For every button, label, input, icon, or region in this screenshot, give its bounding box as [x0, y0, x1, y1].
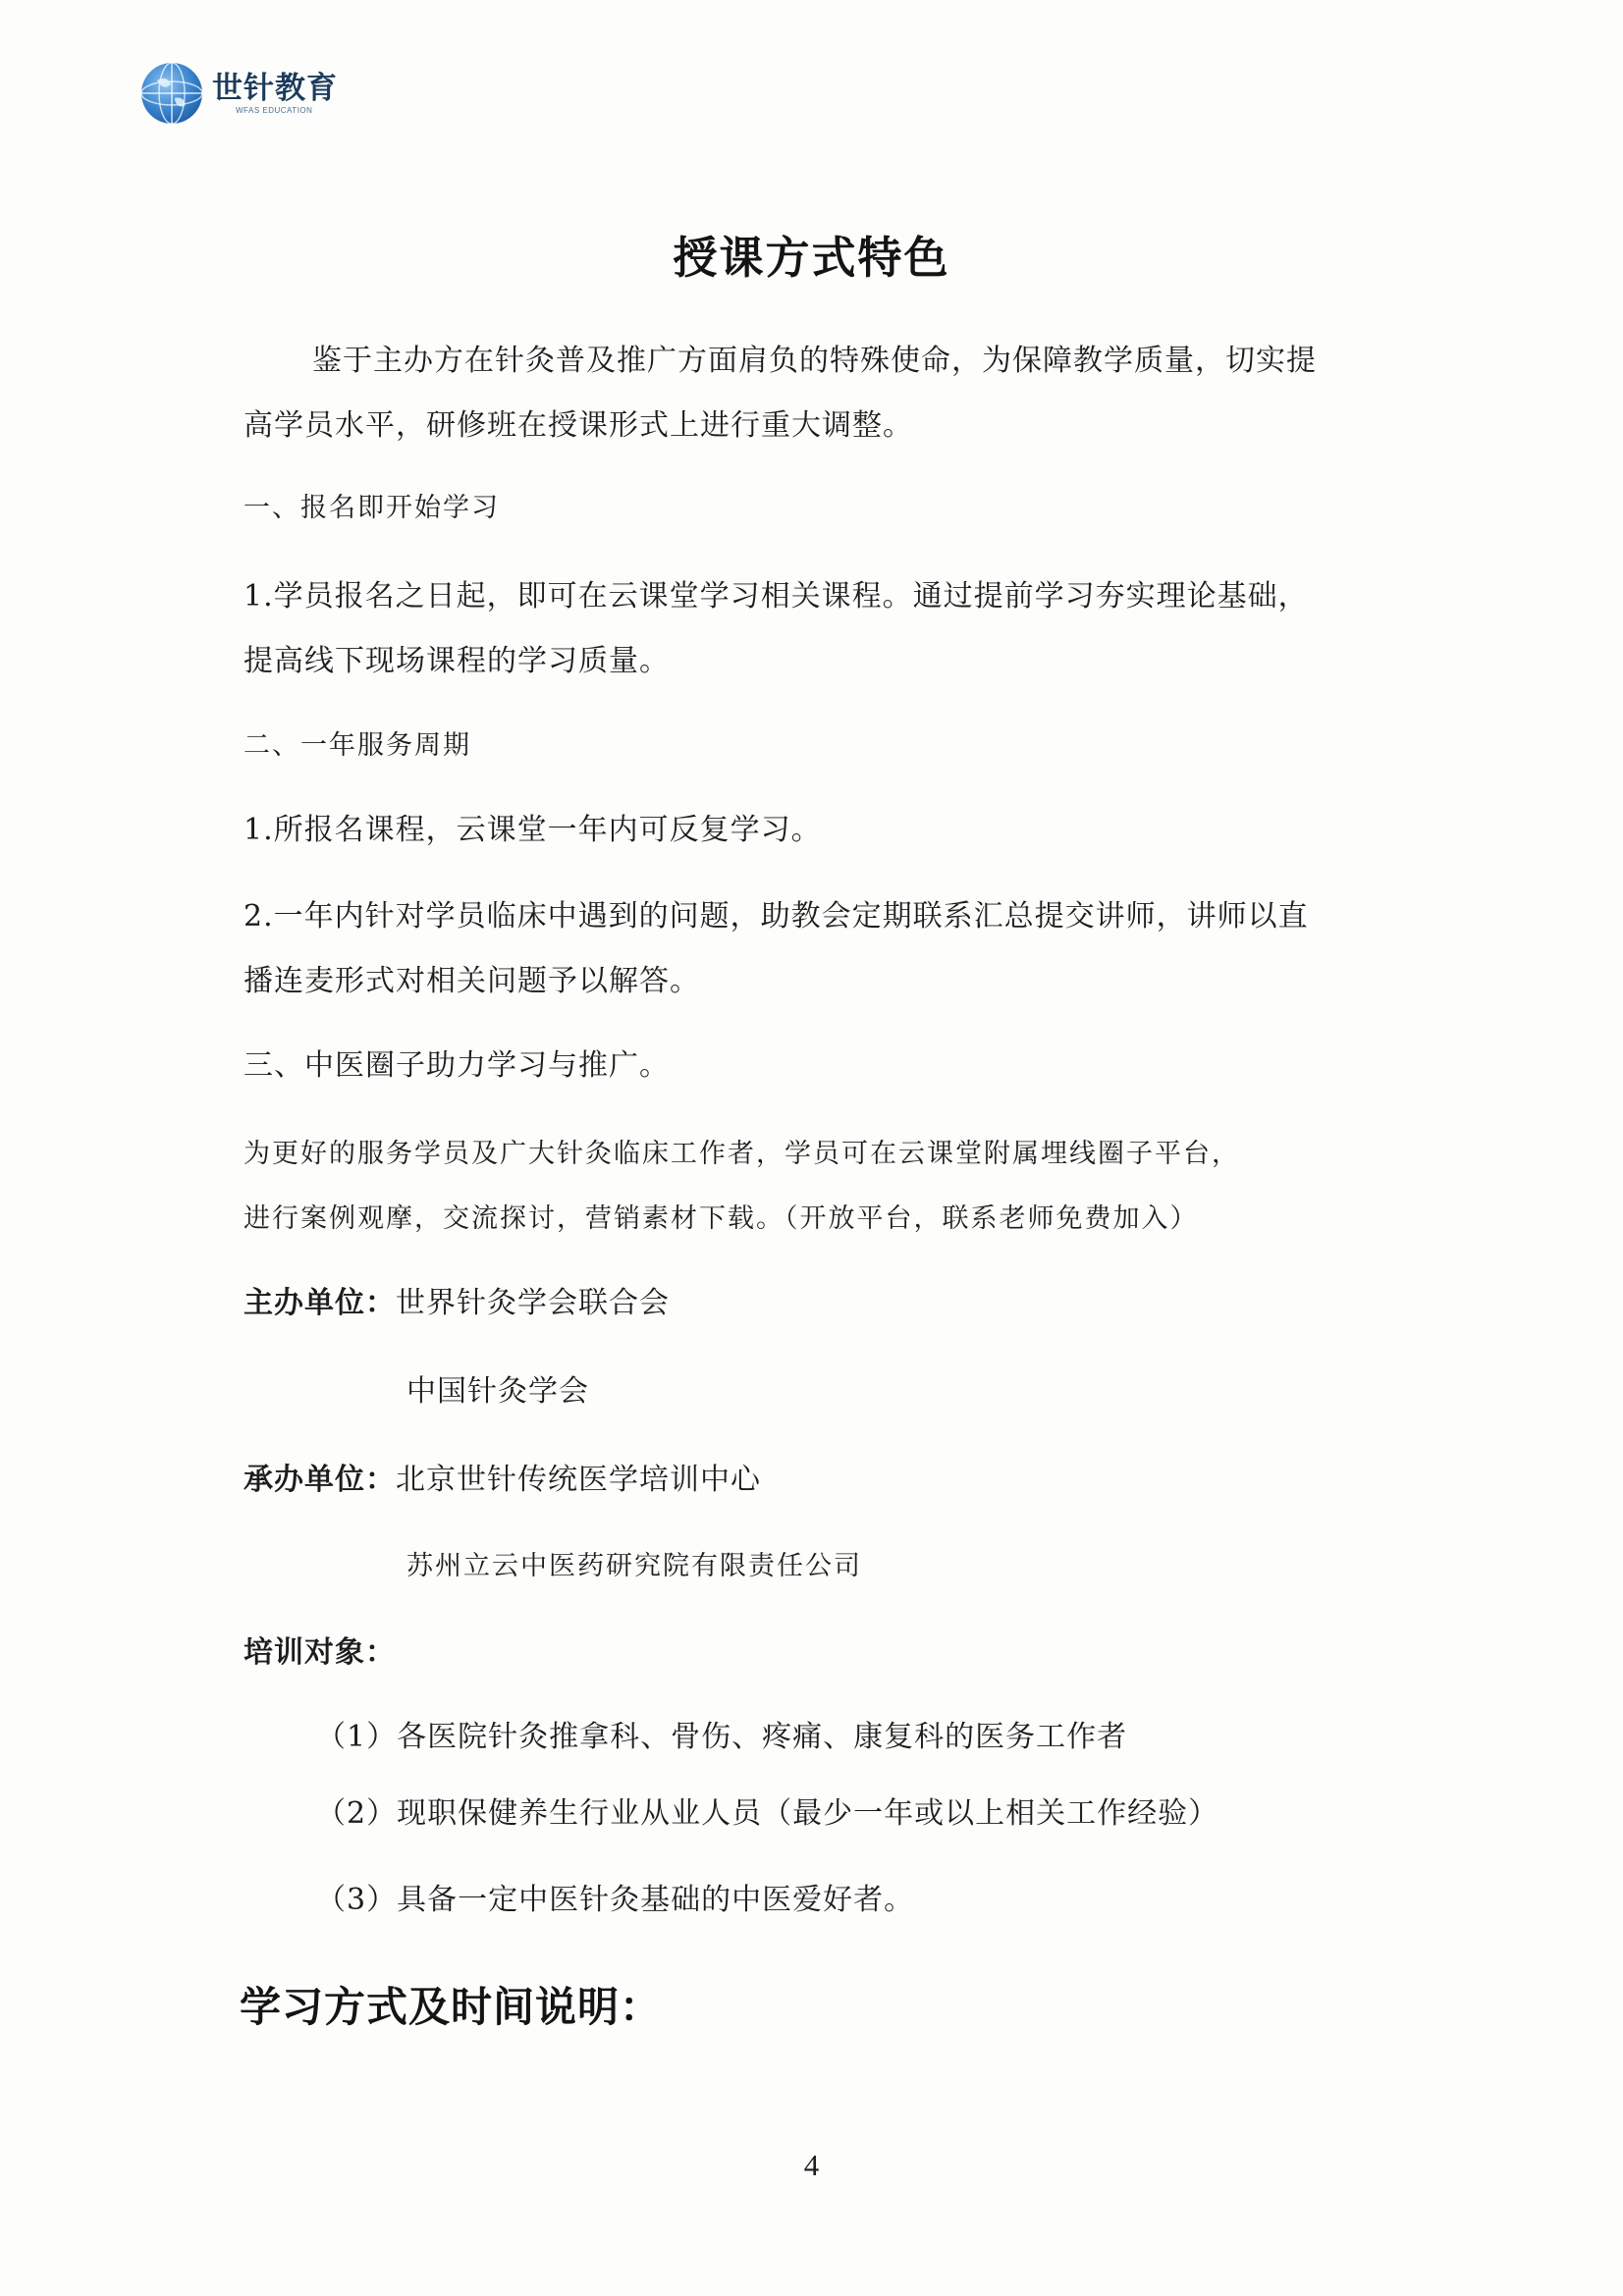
target-item-2: （2）现职保健养生行业从业人员（最少一年或以上相关工作经验）	[316, 1796, 1219, 1831]
host-org-1: 世界针灸学会联合会	[396, 1286, 670, 1320]
logo-title: 世针教育	[212, 71, 338, 106]
study-heading: 学习方式及时间说明：	[240, 1983, 663, 2031]
target-item-3: （3）具备一定中医针灸基础的中医爱好者。	[316, 1883, 915, 1917]
section2-heading: 二、一年服务周期	[243, 730, 471, 761]
host-org-2: 中国针灸学会	[406, 1374, 589, 1409]
undertaker-org-2: 苏州立云中医药研究院有限责任公司	[406, 1551, 862, 1581]
undertaker-org-1: 北京世针传统医学培训中心	[396, 1463, 761, 1497]
section3-text-line2: 进行案例观摩，交流探讨，营销素材下载。（开放平台，联系老师免费加入）	[243, 1203, 1199, 1234]
section3-heading: 三、中医圈子助力学习与推广。	[243, 1048, 670, 1083]
page-title: 授课方式特色	[673, 232, 950, 284]
section1-heading: 一、报名即开始学习	[243, 493, 500, 523]
host-row	[243, 1284, 670, 1323]
section1-item1-line1: 1.学员报名之日起，即可在云课堂学习相关课程。通过提前学习夯实理论基础，	[243, 579, 1309, 614]
globe-icon	[139, 61, 204, 126]
undertaker-row	[243, 1461, 761, 1500]
logo-subtitle: WFAS EDUCATION	[236, 106, 313, 115]
section2-item1: 1.所报名课程，云课堂一年内可反复学习。	[243, 813, 822, 847]
intro-line-2: 高学员水平，研修班在授课形式上进行重大调整。	[243, 408, 913, 443]
host-label: 主办单位：	[243, 1286, 396, 1320]
target-item-1: （1）各医院针灸推拿科、骨伤、疼痛、康复科的医务工作者	[316, 1720, 1128, 1754]
target-heading: 培训对象：	[243, 1635, 396, 1670]
section3-text-line1: 为更好的服务学员及广大针灸临床工作者，学员可在云课堂附属埋线圈子平台，	[243, 1139, 1240, 1169]
section2-item2-line1: 2.一年内针对学员临床中遇到的问题，助教会定期联系汇总提交讲师，讲师以直	[243, 899, 1309, 934]
page-number: 4	[803, 2148, 820, 2182]
section2-item2-line2: 播连麦形式对相关问题予以解答。	[243, 964, 700, 998]
logo	[139, 61, 338, 126]
intro-line-1: 鉴于主办方在针灸普及推广方面肩负的特殊使命，为保障教学质量，切实提	[312, 344, 1317, 378]
undertaker-label: 承办单位：	[243, 1463, 396, 1497]
section1-item1-line2: 提高线下现场课程的学习质量。	[243, 644, 670, 678]
